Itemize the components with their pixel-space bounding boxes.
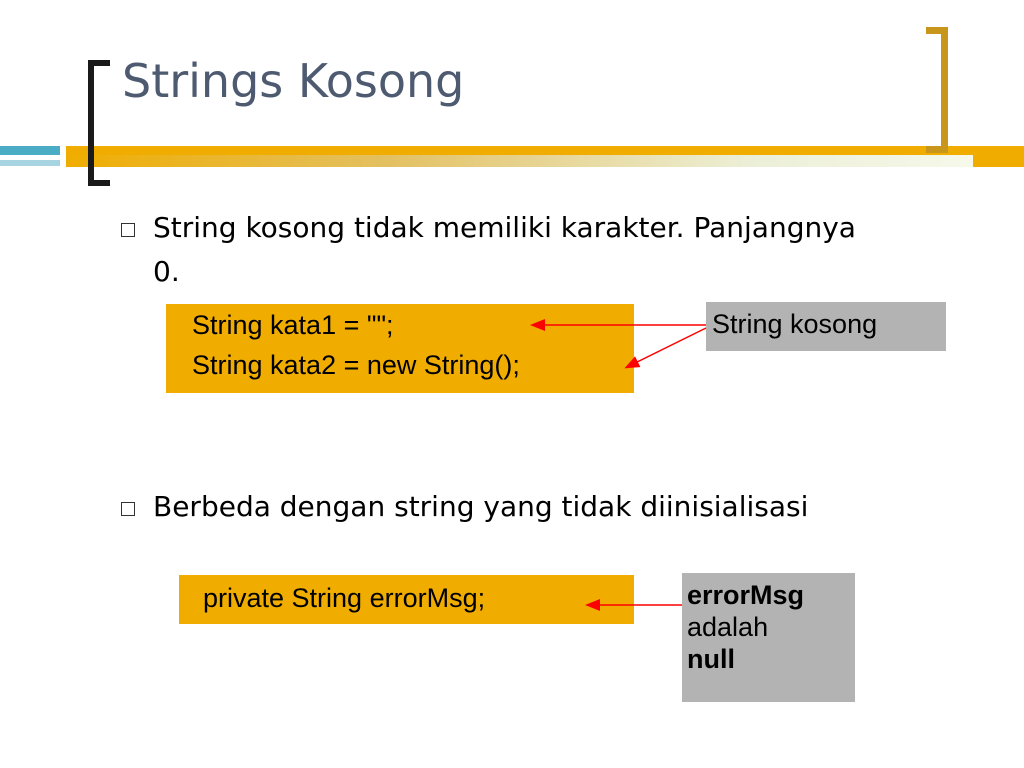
code-box-2 bbox=[179, 575, 634, 624]
note-box-2 bbox=[682, 573, 855, 702]
bullet-2-line1: Berbeda dengan string yang tidak diinisialisasi bbox=[153, 490, 809, 523]
note-2-bold-1: errorMsg bbox=[687, 580, 805, 610]
note-1-text: String kosong bbox=[712, 309, 878, 339]
header-bar-gold bbox=[66, 146, 1024, 155]
bullet-1-line2: 0. bbox=[153, 255, 180, 288]
code-box-1 bbox=[166, 304, 634, 393]
right-bracket-decoration bbox=[926, 27, 948, 153]
note-2-bold-2: null bbox=[687, 644, 735, 674]
bullet-marker bbox=[121, 502, 135, 516]
bullet-1-line1: String kosong tidak memiliki karakter. Panjangnya bbox=[153, 211, 856, 244]
arrow-to-kata2 bbox=[627, 328, 706, 367]
left-bracket-decoration bbox=[88, 60, 110, 186]
header-bar-gradient bbox=[66, 155, 973, 167]
bullet-marker bbox=[121, 223, 135, 237]
code-line-2: String kata2 = new String(); bbox=[192, 350, 520, 380]
bullet-1 bbox=[153, 206, 856, 294]
slide-title: Strings Kosong bbox=[122, 54, 465, 108]
code-line-1: String kata1 = ""; bbox=[192, 310, 394, 340]
header-bar-blue bbox=[0, 146, 60, 155]
bullet-2 bbox=[153, 485, 808, 529]
note-box-1 bbox=[706, 302, 946, 351]
header-bar-gold-end bbox=[973, 155, 1024, 167]
header-bar-blue-light bbox=[0, 160, 60, 166]
code-line-3: private String errorMsg; bbox=[203, 583, 486, 613]
note-2-normal: adalah bbox=[687, 612, 769, 642]
